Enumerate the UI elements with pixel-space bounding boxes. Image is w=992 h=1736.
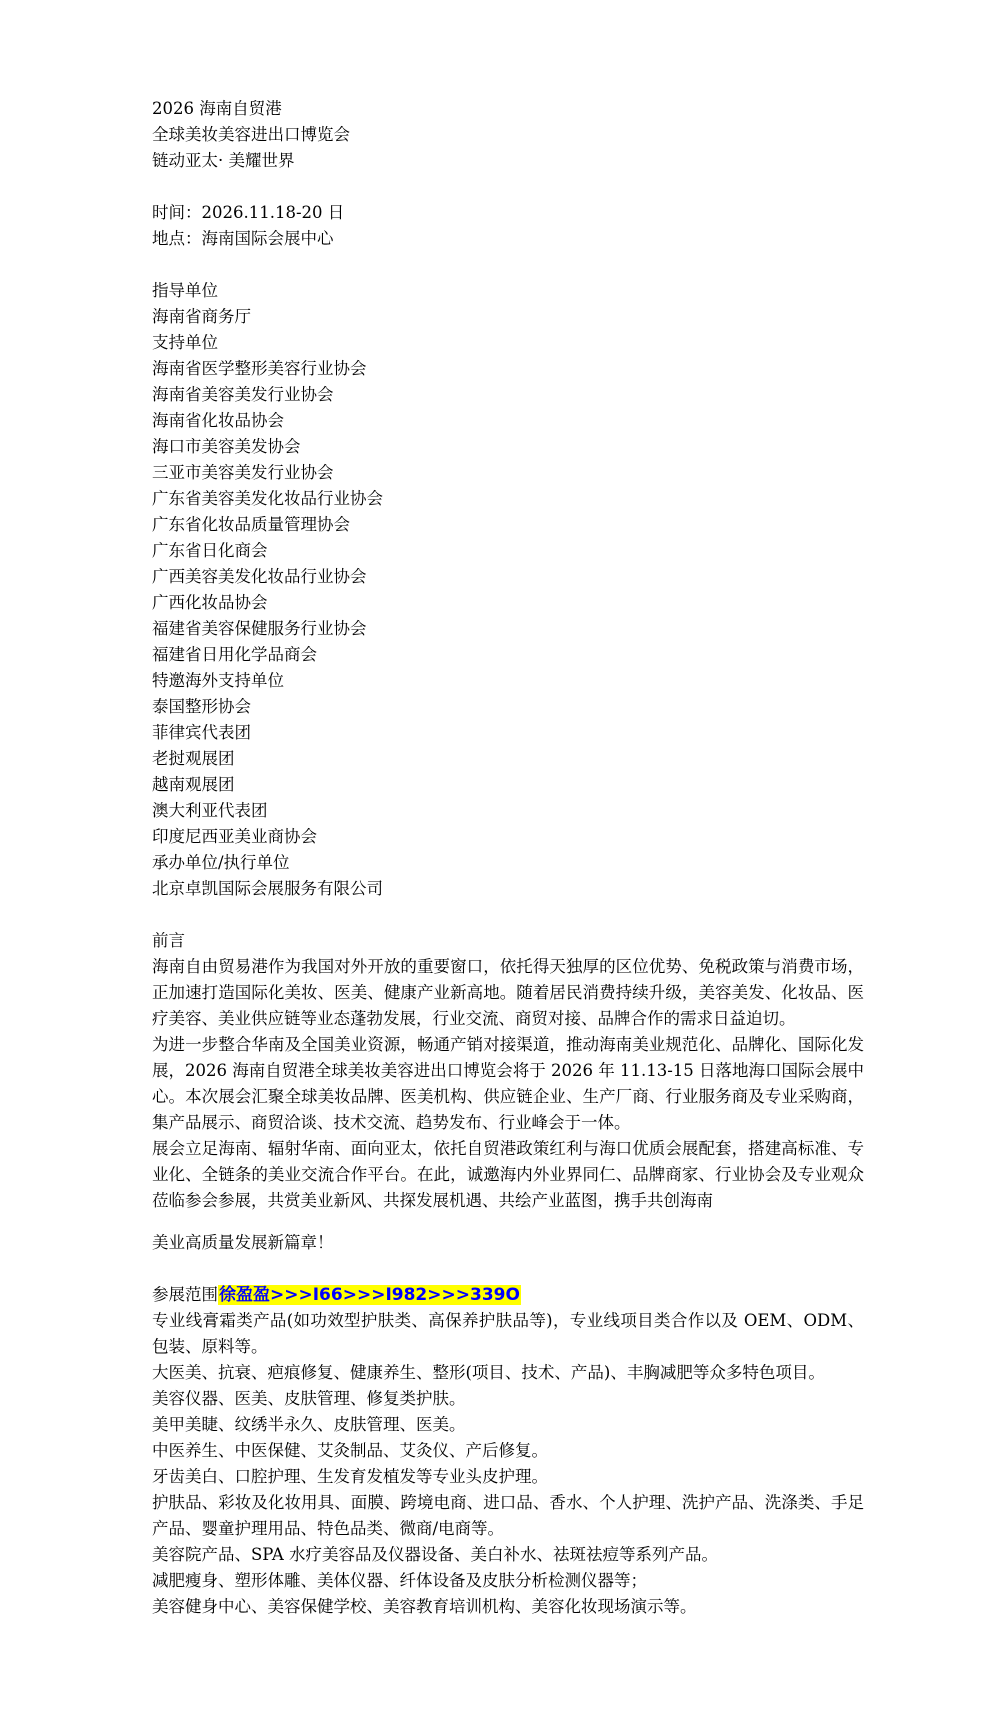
unit-item: 三亚市美容美发行业协会 (152, 463, 334, 482)
unit-item: 印度尼西亚美业商协会 (152, 827, 317, 846)
unit-heading-overseas: 特邀海外支持单位 (152, 671, 284, 690)
unit-item: 福建省日用化学品商会 (152, 645, 317, 664)
unit-item: 海口市美容美发协会 (152, 437, 301, 456)
unit-item: 越南观展团 (152, 775, 235, 794)
preface-paragraph: 展会立足海南、辐射华南、面向亚太，依托自贸港政策红利与海口优质会展配套，搭建高标准、专业化、全链条的美业交流合作平台。在此，诚邀海内外业界同仁、品牌商家、行业协会及专业观众莅临参会参展，共赏美业新风、共探发展机遇、共绘产业蓝图，携手共创海南 (152, 1139, 864, 1210)
unit-item: 澳大利亚代表团 (152, 801, 268, 820)
event-time: 时间：2026.11.18-20 日 (152, 203, 345, 222)
organizer-list (152, 278, 864, 902)
scope-item: 减肥瘦身、塑形体雕、美体仪器、纤体设备及皮肤分析检测仪器等； (152, 1571, 647, 1590)
scope-item: 美甲美睫、纹绣半永久、皮肤管理、医美。 (152, 1415, 466, 1434)
preface-title: 前言 (152, 931, 185, 950)
unit-item: 海南省化妆品协会 (152, 411, 284, 430)
unit-item: 泰国整形协会 (152, 697, 251, 716)
spacer (152, 1256, 864, 1282)
scope-item: 美容健身中心、美容保健学校、美容教育培训机构、美容化妆现场演示等。 (152, 1597, 697, 1616)
header-slogan: 链动亚太· 美耀世界 (152, 151, 295, 170)
contact-highlight: 徐盈盈>>>I66>>>I982>>>339O (219, 1285, 520, 1305)
unit-item: 海南省医学整形美容行业协会 (152, 359, 367, 378)
unit-heading-organizer: 承办单位/执行单位 (152, 853, 290, 872)
scope-item: 中医养生、中医保健、艾灸制品、艾灸仪、产后修复。 (152, 1441, 548, 1460)
unit-item: 广东省美容美发化妆品行业协会 (152, 489, 383, 508)
header-expo-title: 全球美妆美容进出口博览会 (152, 125, 350, 144)
scope-item: 美容仪器、医美、皮肤管理、修复类护肤。 (152, 1389, 466, 1408)
scope-item: 牙齿美白、口腔护理、生发育发植发等专业头皮护理。 (152, 1467, 548, 1486)
unit-heading-guidance: 指导单位 (152, 281, 218, 300)
unit-item: 海南省美容美发行业协会 (152, 385, 334, 404)
scope-item: 护肤品、彩妆及化妆用具、面膜、跨境电商、进口品、香水、个人护理、洗护产品、洗涤类、手足产品、婴童护理用品、特色品类、微商/电商等。 (152, 1493, 864, 1538)
unit-heading-support: 支持单位 (152, 333, 218, 352)
event-place: 地点：海南国际会展中心 (152, 229, 334, 248)
preface-paragraph: 美业高质量发展新篇章！ (152, 1233, 334, 1252)
spacer (152, 902, 864, 928)
scope-item: 大医美、抗衰、疤痕修复、健康养生、整形(项目、技术、产品)、丰胸减肥等众多特色项目。 (152, 1363, 825, 1382)
spacer (152, 252, 864, 278)
spacer (152, 174, 864, 200)
unit-item: 老挝观展团 (152, 749, 235, 768)
unit-item: 福建省美容保健服务行业协会 (152, 619, 367, 638)
scope-section (152, 1282, 864, 1620)
unit-item: 广西化妆品协会 (152, 593, 268, 612)
header-year-title: 2026 海南自贸港 (152, 99, 282, 118)
preface-paragraph: 海南自由贸易港作为我国对外开放的重要窗口，依托得天独厚的区位优势、免税政策与消费市场，正加速打造国际化美妆、医美、健康产业新高地。随着居民消费持续升级，美容美发、化妆品、医疗美容、美业供应链等业态蓬勃发展，行业交流、商贸对接、品牌合作的需求日益迫切。 (152, 957, 864, 1028)
unit-item: 北京卓凯国际会展服务有限公司 (152, 879, 383, 898)
unit-item: 菲律宾代表团 (152, 723, 251, 742)
unit-item: 广东省日化商会 (152, 541, 268, 560)
scope-title: 参展范围 (152, 1285, 218, 1304)
unit-item: 广东省化妆品质量管理协会 (152, 515, 350, 534)
preface-paragraph: 为进一步整合华南及全国美业资源，畅通产销对接渠道，推动海南美业规范化、品牌化、国际化发展，2026 海南自贸港全球美妆美容进出口博览会将于 2026 年 11.13-15 日落地海口国际会展中心。本次展会汇聚全球美妆品牌、医美机构、供应链企业、生产厂商、行业服务商及专业采购商，集产品展示、商贸洽谈、技术交流、趋势发布、行业峰会于一体。 (152, 1035, 865, 1132)
unit-item: 海南省商务厅 (152, 307, 251, 326)
scope-item: 专业线膏霜类产品(如功效型护肤类、高保养护肤品等)，专业线项目类合作以及 OEM、ODM、包装、原料等。 (152, 1311, 864, 1356)
document-body (152, 96, 864, 1620)
scope-heading (152, 1282, 864, 1308)
unit-item: 广西美容美发化妆品行业协会 (152, 567, 367, 586)
preface-section (152, 928, 864, 1256)
scope-item: 美容院产品、SPA 水疗美容品及仪器设备、美白补水、祛斑祛痘等系列产品。 (152, 1545, 719, 1564)
